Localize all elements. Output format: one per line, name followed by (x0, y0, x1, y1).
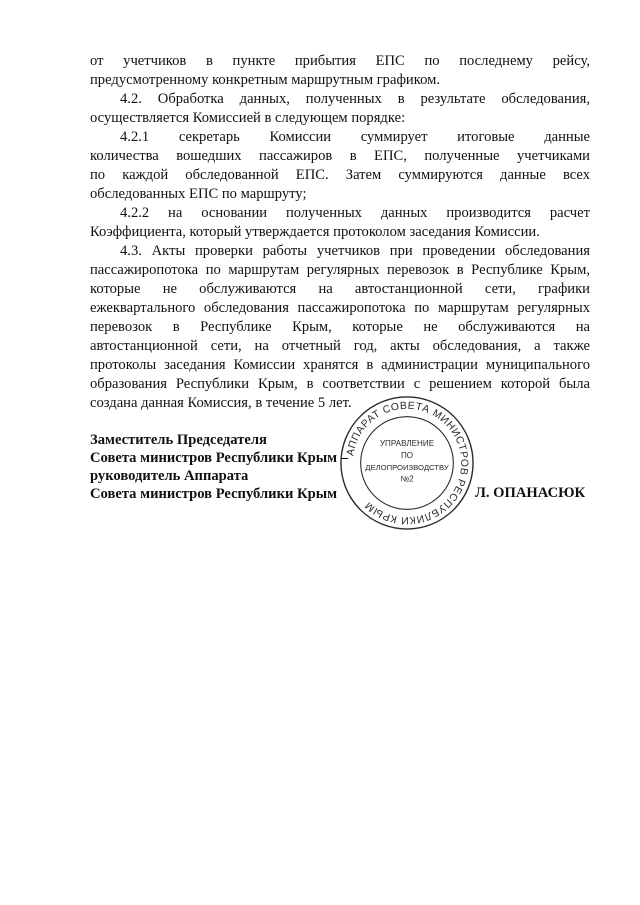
paragraph-line: 4.2. Обработка данных, полученных в результате обследования, (120, 91, 590, 107)
paragraph-line: 4.3. Акты проверки работы учетчиков при проведении обследования (120, 243, 590, 259)
paragraph-line: ежеквартального обследования пассажиропотока по маршрутам регулярных (90, 300, 590, 316)
paragraph-line: которые не обслуживаются на автостанционной сети, графики (90, 281, 590, 297)
paragraph-line: 4.2.1 секретарь Комиссии суммирует итоговые данные (120, 129, 590, 145)
paragraph-line: 4.2.2 на основании полученных данных производится расчет (120, 205, 590, 221)
paragraph-line: от учетчиков в пункте прибытия ЕПС по последнему рейсу, (90, 53, 590, 69)
signer-position-line-2: Совета министров Республики Крым – (90, 450, 349, 466)
stamp-center-line-2: ПО (400, 451, 414, 461)
paragraph-line: создана данная Комиссия, в течение 5 лет. (90, 395, 352, 411)
signer-name: Л. ОПАНАСЮК (475, 485, 586, 501)
paragraph-line: перевозок в Республике Крым, которые не обслуживаются на (90, 319, 590, 335)
paragraph-line: Коэффициента, который утверждается протоколом заседания Комиссии. (90, 224, 540, 240)
stamp-center-line-4: №2 (400, 474, 414, 484)
paragraph-line: предусмотренному конкретным маршрутным графиком. (90, 72, 440, 88)
paragraph-line: автостанционной сети, на отчетный год, акты обследования, а также (90, 338, 590, 354)
paragraph-line: обследованных ЕПС по маршруту; (90, 186, 307, 202)
paragraph-line: по каждой обследованной ЕПС. Затем суммируются данные всех (90, 167, 590, 183)
official-stamp (338, 394, 476, 532)
stamp-center-line-3: ДЕЛОПРОИЗВОДСТВУ (365, 462, 449, 472)
paragraph-line: протоколы заседания Комиссии хранятся в администрации муниципального (90, 357, 590, 373)
stamp-ring-text: АППАРАТ СОВЕТА МИНИСТРОВ РЕСПУБЛИКИ КРЫМ (345, 400, 470, 526)
paragraph-line: образования Республики Крым, в соответствии с решением которой была (90, 376, 590, 392)
stamp-center-line-1: УПРАВЛЕНИЕ (379, 439, 435, 449)
signer-position-line-3: руководитель Аппарата (90, 468, 249, 484)
signer-position-line-4: Совета министров Республики Крым (90, 486, 338, 502)
paragraph-line: осуществляется Комиссией в следующем порядке: (90, 110, 406, 126)
paragraph-line: количества вошедших пассажиров в ЕПС, полученные учетчиками (90, 148, 590, 164)
signer-position-line-1: Заместитель Председателя (90, 432, 267, 448)
paragraph-line: пассажиропотока по маршрутам регулярных перевозок в Республике Крым, (90, 262, 590, 278)
